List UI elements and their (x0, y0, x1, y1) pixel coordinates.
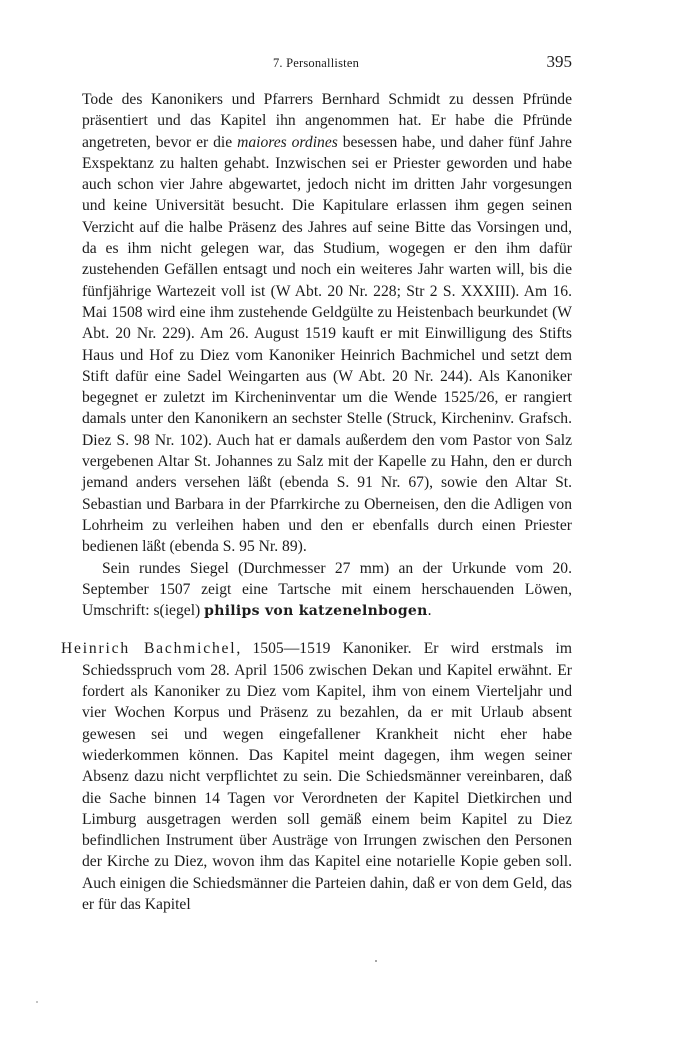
paper-speck (36, 1001, 38, 1003)
latin-term: maiores ordines (237, 133, 338, 151)
paragraph-seal (82, 558, 572, 623)
entry-text: , 1505—1519 Kanoniker. Er wird erstmals im Schiedsspruch vom 28. April 1506 zwischen Dekan und Kapitel erwähnt. Er fordert als Kanoniker zu Diez vom Kapitel, ihm von einem Vierteljahr und vier Wochen Korpus und Präsenz zu bezahlen, da er mit Urlaub absent gewesen sei und wegen eingefallener Krankheit nicht eher habe wiederkommen können. Das Kapitel meint dagegen, ihm wegen seiner Absenz dazu nicht verpflichtet zu sein. Die Schiedsmänner vereinbaren, daß die Sache binnen 14 Tagen vor Verordneten der Kapitel Dietkirchen und Limburg ausgetragen werden soll gemäß einem beim Kapitel zu Diez befindlichen Instrument über Austräge von Irrungen zwischen den Personen der Kirche zu Diez, wovon ihm das Kapitel eine notarielle Kopie geben soll. Auch einigen die Schiedsmänner die Parteien dahin, daß er von dem Geld, das er für das Kapitel (82, 640, 572, 913)
paper-speck (375, 960, 377, 962)
paragraph-text: . (427, 602, 432, 620)
seal-inscription: philips von katzenelnbogen (204, 603, 428, 620)
paragraph-text: Tode des Kanonikers und Pfarrers Bernhard Schmidt zu dessen Pfründe präsentiert und das Kapitel ihn angenommen hat. Er habe die Pfründe angetreten, bevor er die (82, 91, 572, 151)
entry-name: Heinrich Bachmichel (61, 640, 237, 658)
page-number: 395 (546, 52, 572, 71)
paragraph-text: besessen habe, und daher fünf Jahre Exspektanz zu halten gehabt. Inzwischen sei er Priester geworden und habe auch schon vier Jahre abgewartet, jedoch nicht im dritten Jahr vorgesungen und keine Universität besucht. Die Kapitulare erlassen ihm gegen seinen Verzicht auf die halbe Präsenz des Jahres auf seine Bitte das Vorsingen und, da es ihm nicht gelegen war, das Studium, wogegen er den ihm dafür zustehenden Gefällen entsagt und noch ein weiteres Jahr warten will, bis die fünfjährige Wartezeit voll ist (W Abt. 20 Nr. 228; Str 2 S. XXXIII). Am 16. Mai 1508 wird eine ihm zustehende Geldgülte zu Heistenbach beurkundet (W Abt. 20 Nr. 229). Am 26. August 1519 kauft er mit Einwilligung des Stifts Haus und Hof zu Diez vom Kanoniker Heinrich Bachmichel und setzt dem Stift dafür eine Sadel Weingarten aus (W Abt. 20 Nr. 244). Als Kanoniker begegnet er zuletzt im Kircheninventar um die Wende 1525/26, er rangiert damals unter den Kanonikern an sechster Stelle (Struck, Kircheninv. Grafsch. Diez S. 98 Nr. 102). Auch hat er damals außerdem den vom Pastor von Salz vergebenen Altar St. Johannes zu Salz mit der Kapelle zu Hahn, den er durch jemand anders versehen läßt (ebenda S. 91 Nr. 67), sowie den Altar St. Sebastian und Barbara in der Pfarrkirche zu Oberneisen, den die Adligen von Lohrheim zu verleihen haben und den er ebenfalls durch einen Priester bedienen läßt (ebenda S. 95 Nr. 89). (82, 133, 572, 556)
entry-heinrich-bachmichel (61, 638, 572, 915)
paragraph-text: Sein rundes Siegel (Durchmesser 27 mm) an der Urkunde vom 20. September 1507 zeigt eine Tartsche mit einem herschauenden Löwen, Umschrift: s(iegel) (82, 559, 572, 620)
running-head (60, 50, 572, 74)
paragraph-schmidt-continuation (82, 89, 572, 558)
running-title: 7. Personallisten (272, 56, 360, 70)
body-text (61, 89, 572, 915)
